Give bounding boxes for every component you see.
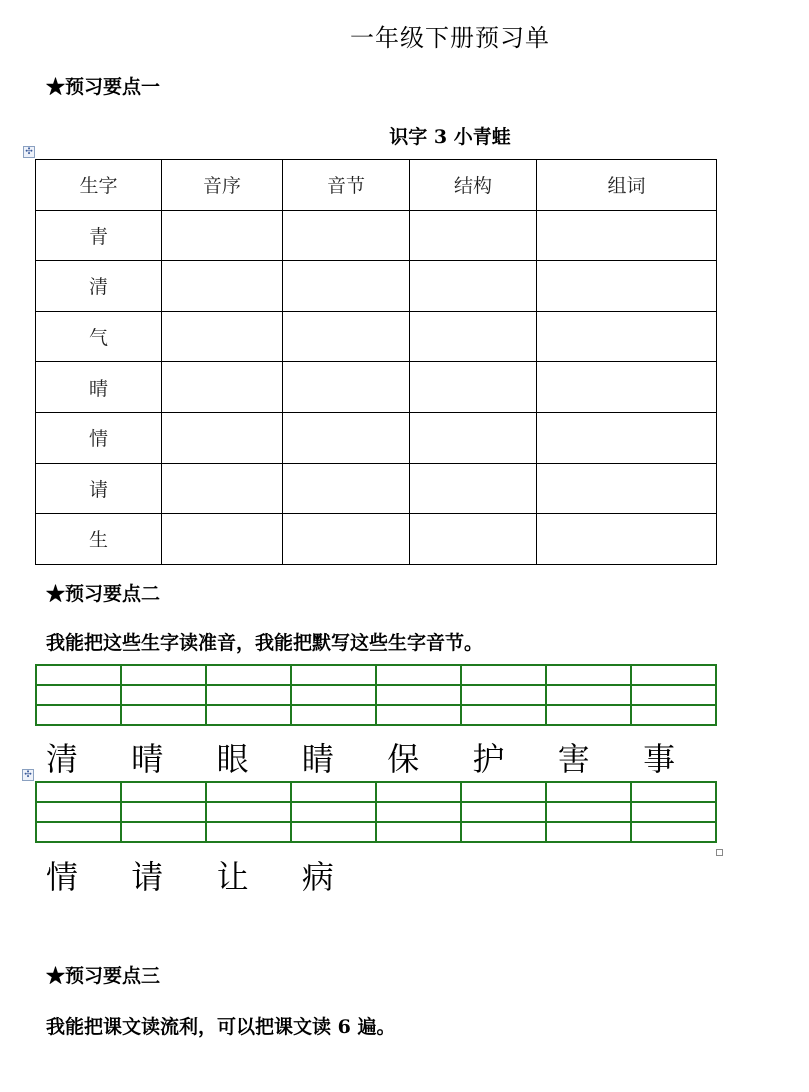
char-cell: 请 xyxy=(36,463,162,514)
practice-char: 害 xyxy=(557,740,590,778)
grid-cell[interactable] xyxy=(546,782,631,802)
character-row-2 xyxy=(46,852,387,898)
answer-cell[interactable] xyxy=(162,261,283,312)
answer-cell[interactable] xyxy=(283,210,410,261)
char-cell: 晴 xyxy=(36,362,162,413)
practice-char: 病 xyxy=(301,858,334,896)
grid-cell[interactable] xyxy=(291,802,376,822)
table-row xyxy=(36,210,717,261)
grid-cell[interactable] xyxy=(546,665,631,685)
answer-cell[interactable] xyxy=(410,210,537,261)
document-title: 一年级下册预习单 xyxy=(350,24,550,52)
grid-line-row xyxy=(36,802,716,822)
header-cell: 音序 xyxy=(162,160,283,211)
section3-heading: ★预习要点三 xyxy=(46,965,161,987)
table-row xyxy=(36,362,717,413)
grid-cell[interactable] xyxy=(206,782,291,802)
practice-char: 睛 xyxy=(301,740,334,778)
table-row xyxy=(36,463,717,514)
grid-cell[interactable] xyxy=(206,705,291,725)
header-cell: 组词 xyxy=(537,160,717,211)
answer-cell[interactable] xyxy=(537,362,717,413)
practice-char: 护 xyxy=(472,740,505,778)
grid-cell[interactable] xyxy=(36,665,121,685)
table-move-handle-icon[interactable]: ✣ xyxy=(23,146,35,158)
grid-cell[interactable] xyxy=(206,665,291,685)
grid-cell[interactable] xyxy=(376,705,461,725)
header-cell: 音节 xyxy=(283,160,410,211)
char-cell: 情 xyxy=(36,412,162,463)
grid-cell[interactable] xyxy=(36,802,121,822)
header-cell: 生字 xyxy=(36,160,162,211)
answer-cell[interactable] xyxy=(283,412,410,463)
answer-cell[interactable] xyxy=(410,463,537,514)
answer-cell[interactable] xyxy=(537,311,717,362)
char-cell: 生 xyxy=(36,514,162,565)
answer-cell[interactable] xyxy=(537,514,717,565)
table-resize-handle[interactable] xyxy=(716,849,723,856)
answer-cell[interactable] xyxy=(162,514,283,565)
section2-instruction: 我能把这些生字读准音，我能把默写这些生字音节。 xyxy=(46,632,484,654)
grid-cell[interactable] xyxy=(546,705,631,725)
grid-cell[interactable] xyxy=(36,822,121,842)
grid-cell[interactable] xyxy=(461,685,546,705)
grid-cell[interactable] xyxy=(631,685,716,705)
table-row xyxy=(36,261,717,312)
grid-line-row xyxy=(36,665,716,685)
grid-line-row xyxy=(36,705,716,725)
table-row xyxy=(36,514,717,565)
answer-cell[interactable] xyxy=(283,463,410,514)
answer-cell[interactable] xyxy=(162,210,283,261)
grid-cell[interactable] xyxy=(461,802,546,822)
grid-cell[interactable] xyxy=(291,782,376,802)
answer-cell[interactable] xyxy=(537,261,717,312)
table-row xyxy=(36,412,717,463)
answer-cell[interactable] xyxy=(410,412,537,463)
practice-char: 事 xyxy=(643,740,676,778)
grid-cell[interactable] xyxy=(36,782,121,802)
grid-cell[interactable] xyxy=(121,822,206,842)
answer-cell[interactable] xyxy=(410,514,537,565)
grid-line-row xyxy=(36,822,716,842)
grid-cell[interactable] xyxy=(376,822,461,842)
grid-cell[interactable] xyxy=(546,802,631,822)
answer-cell[interactable] xyxy=(283,311,410,362)
table-move-handle-icon[interactable]: ✣ xyxy=(22,769,34,781)
practice-char: 眼 xyxy=(216,740,249,778)
table-row xyxy=(36,311,717,362)
grid-cell[interactable] xyxy=(291,685,376,705)
practice-char: 清 xyxy=(46,740,79,778)
grid-cell[interactable] xyxy=(376,665,461,685)
grid-line-row xyxy=(36,685,716,705)
answer-cell[interactable] xyxy=(537,210,717,261)
answer-cell[interactable] xyxy=(283,362,410,413)
pinyin-grid-2 xyxy=(35,781,717,843)
grid-cell[interactable] xyxy=(631,802,716,822)
practice-char: 情 xyxy=(46,858,79,896)
lesson-subtitle: 识字 3 小青蛙 xyxy=(389,126,511,148)
grid-cell[interactable] xyxy=(461,782,546,802)
grid-cell[interactable] xyxy=(291,822,376,842)
answer-cell[interactable] xyxy=(283,261,410,312)
grid-cell[interactable] xyxy=(376,782,461,802)
header-cell: 结构 xyxy=(410,160,537,211)
answer-cell[interactable] xyxy=(162,463,283,514)
section3-instruction: 我能把课文读流利，可以把课文读 6 遍。 xyxy=(46,1016,396,1038)
practice-char: 请 xyxy=(131,858,164,896)
char-cell: 青 xyxy=(36,210,162,261)
grid-cell[interactable] xyxy=(631,705,716,725)
answer-cell[interactable] xyxy=(162,362,283,413)
grid-cell[interactable] xyxy=(121,802,206,822)
grid-cell[interactable] xyxy=(631,822,716,842)
section1-heading: ★预习要点一 xyxy=(46,76,161,98)
grid-cell[interactable] xyxy=(631,665,716,685)
grid-cell[interactable] xyxy=(376,685,461,705)
table-header-row xyxy=(36,160,717,211)
char-cell: 气 xyxy=(36,311,162,362)
grid-cell[interactable] xyxy=(206,685,291,705)
grid-cell[interactable] xyxy=(121,685,206,705)
grid-cell[interactable] xyxy=(631,782,716,802)
practice-char: 让 xyxy=(216,858,249,896)
grid-cell[interactable] xyxy=(121,705,206,725)
grid-cell[interactable] xyxy=(206,822,291,842)
grid-cell[interactable] xyxy=(546,685,631,705)
grid-cell[interactable] xyxy=(461,705,546,725)
grid-cell[interactable] xyxy=(291,665,376,685)
grid-cell[interactable] xyxy=(121,782,206,802)
grid-cell[interactable] xyxy=(291,705,376,725)
char-cell: 清 xyxy=(36,261,162,312)
answer-cell[interactable] xyxy=(162,412,283,463)
section2-heading: ★预习要点二 xyxy=(46,583,161,605)
answer-cell[interactable] xyxy=(410,311,537,362)
grid-cell[interactable] xyxy=(461,665,546,685)
pinyin-grid-1 xyxy=(35,664,717,726)
grid-cell[interactable] xyxy=(376,802,461,822)
grid-cell[interactable] xyxy=(461,822,546,842)
answer-cell[interactable] xyxy=(162,311,283,362)
practice-char: 保 xyxy=(387,740,420,778)
character-row-1 xyxy=(46,734,728,780)
practice-char: 晴 xyxy=(131,740,164,778)
grid-line-row xyxy=(36,782,716,802)
answer-cell[interactable] xyxy=(537,412,717,463)
grid-cell[interactable] xyxy=(36,705,121,725)
answer-cell[interactable] xyxy=(537,463,717,514)
answer-cell[interactable] xyxy=(283,514,410,565)
grid-cell[interactable] xyxy=(206,802,291,822)
grid-cell[interactable] xyxy=(121,665,206,685)
grid-cell[interactable] xyxy=(546,822,631,842)
answer-cell[interactable] xyxy=(410,261,537,312)
character-table xyxy=(35,159,717,565)
answer-cell[interactable] xyxy=(410,362,537,413)
grid-cell[interactable] xyxy=(36,685,121,705)
